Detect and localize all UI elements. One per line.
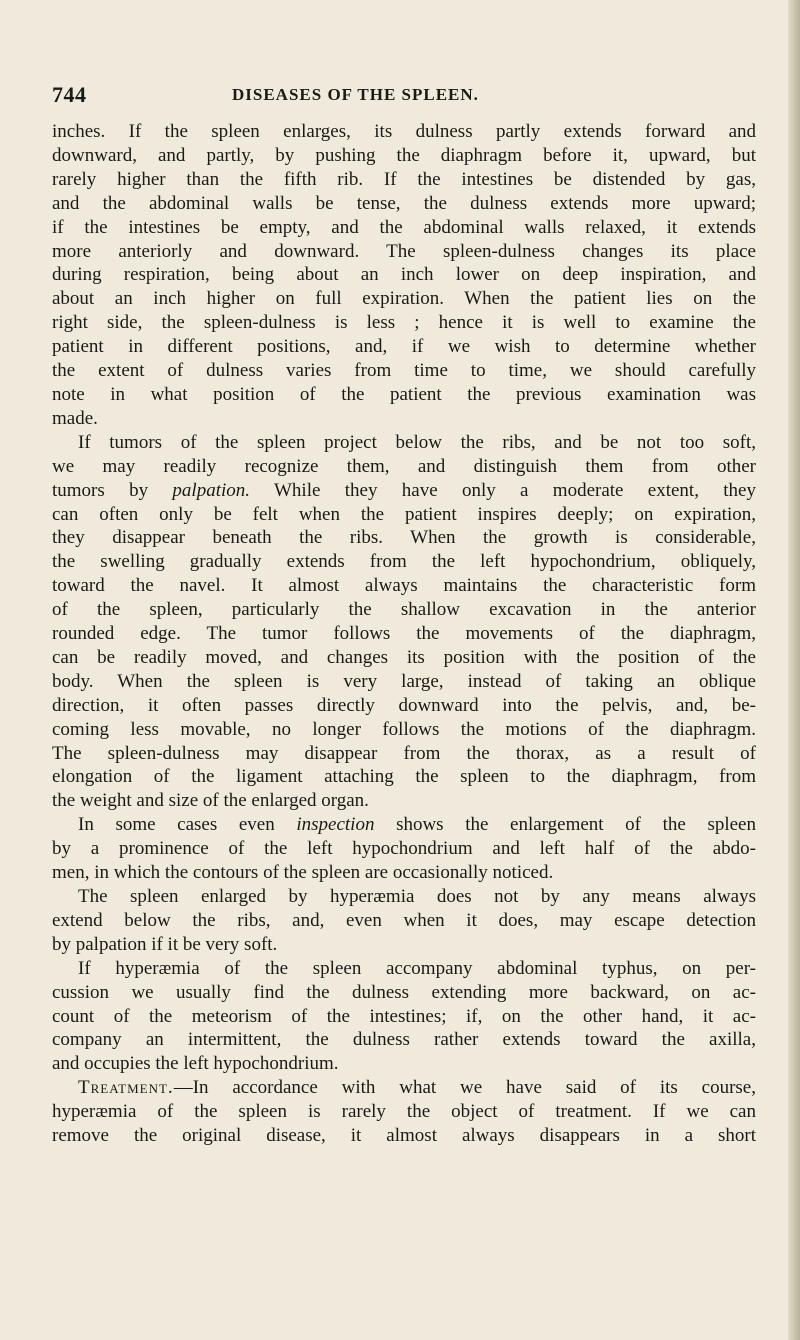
text-line: coming less movable, no longer follows the motions of the diaphragm. (52, 718, 756, 740)
text-line (52, 479, 756, 503)
text-line: The spleen-dulness may disappear from the thorax, as a result of (52, 742, 756, 764)
text-line: body. When the spleen is very large, instead of taking an oblique (52, 670, 756, 692)
paragraph-6 (52, 1076, 756, 1148)
page-number: 744 (52, 82, 87, 107)
italic-term: inspection (296, 814, 375, 836)
text-line: count of the meteorism of the intestines; if, on the other hand, it ac- (52, 1005, 756, 1027)
text-line: patient in different positions, and, if we wish to determine whether (52, 336, 756, 358)
running-title: DISEASES OF THE SPLEEN. (232, 85, 479, 104)
text-line: hyperæmia of the spleen is rarely the object of treatment. If we can (52, 1101, 756, 1123)
text-run: tumors by (52, 479, 173, 501)
text-line: the swelling gradually extends from the left hypochondrium, obliquely, (52, 551, 756, 573)
text-line: direction, it often passes directly downward into the pelvis, and, be- (52, 694, 756, 716)
paragraph-4 (52, 885, 756, 957)
text-run: shows the enlargement of the spleen (374, 814, 756, 836)
text-line: The spleen enlarged by hyperæmia does not by any means always (78, 886, 756, 907)
text-line: made. (52, 407, 98, 429)
text-line: rounded edge. The tumor follows the movements of the diaphragm, (52, 623, 756, 645)
section-heading: Treatment. (78, 1077, 174, 1099)
text-line: can be readily moved, and changes its position with the position of the (52, 646, 756, 668)
text-line: If tumors of the spleen project below the ribs, and be not too soft, (78, 431, 756, 453)
paragraph-3 (52, 813, 756, 885)
text-line: rarely higher than the fifth rib. If the intestines be distended by gas, (52, 168, 756, 190)
text-line (52, 813, 756, 837)
text-line: the weight and size of the enlarged organ. (52, 790, 369, 812)
text-line: and occupies the left hypochondrium. (52, 1053, 339, 1075)
text-line: right side, the spleen-dulness is less ; hence it is well to examine the (52, 312, 756, 334)
italic-term: palpation. (172, 479, 251, 501)
text-line: more anteriorly and downward. The spleen-dulness changes its place (52, 240, 756, 262)
text-line: men, in which the contours of the spleen are occasionally noticed. (52, 862, 554, 884)
paragraph-2 (52, 431, 756, 814)
text-line: by palpation if it be very soft. (52, 933, 278, 955)
text-line: inches. If the spleen enlarges, its dulness partly extends forward and (52, 121, 756, 142)
page-edge-shadow (788, 0, 800, 1340)
text-run: In some cases even (78, 814, 297, 836)
text-line: can often only be felt when the patient inspires deeply; on expiration, (52, 503, 756, 525)
text-line: if the intestines be empty, and the abdominal walls relaxed, it extends (52, 216, 756, 238)
text-line: cussion we usually find the dulness extending more backward, on ac- (52, 981, 756, 1003)
text-line: of the spleen, particularly the shallow excavation in the anterior (52, 599, 756, 621)
text-line: we may readily recognize them, and distinguish them from other (52, 455, 756, 477)
text-line: during respiration, being about an inch lower on deep inspiration, and (52, 264, 756, 286)
text-line: If hyperæmia of the spleen accompany abdominal typhus, on per- (78, 957, 756, 979)
page-header (52, 82, 752, 112)
paragraph-5 (52, 957, 756, 1077)
text-line: note in what position of the patient the previous examination was (52, 383, 756, 405)
body-text (52, 120, 756, 1148)
text-run: While they have only a moderate extent, they (250, 479, 756, 501)
text-line (52, 1076, 756, 1100)
paragraph-1 (52, 120, 756, 431)
text-line: toward the navel. It almost always maintains the characteristic form (52, 575, 756, 597)
text-line: elongation of the ligament attaching the spleen to the diaphragm, from (52, 766, 756, 788)
text-line: the extent of dulness varies from time to time, we should carefully (52, 360, 756, 382)
text-line: about an inch higher on full expiration. When the patient lies on the (52, 288, 756, 310)
text-line: company an intermittent, the dulness rather extends toward the axilla, (52, 1029, 756, 1051)
text-line: extend below the ribs, and, even when it does, may escape detection (52, 909, 756, 931)
text-line: and the abdominal walls be tense, the dulness extends more upward; (52, 192, 756, 214)
text-line: they disappear beneath the ribs. When the growth is considerable, (52, 527, 756, 549)
text-run: —In accordance with what we have said of its course, (173, 1077, 756, 1099)
text-line: remove the original disease, it almost always disappears in a short (52, 1125, 756, 1147)
text-line: by a prominence of the left hypochondrium and left half of the abdo- (52, 838, 756, 860)
text-line: downward, and partly, by pushing the diaphragm before it, upward, but (52, 144, 756, 166)
